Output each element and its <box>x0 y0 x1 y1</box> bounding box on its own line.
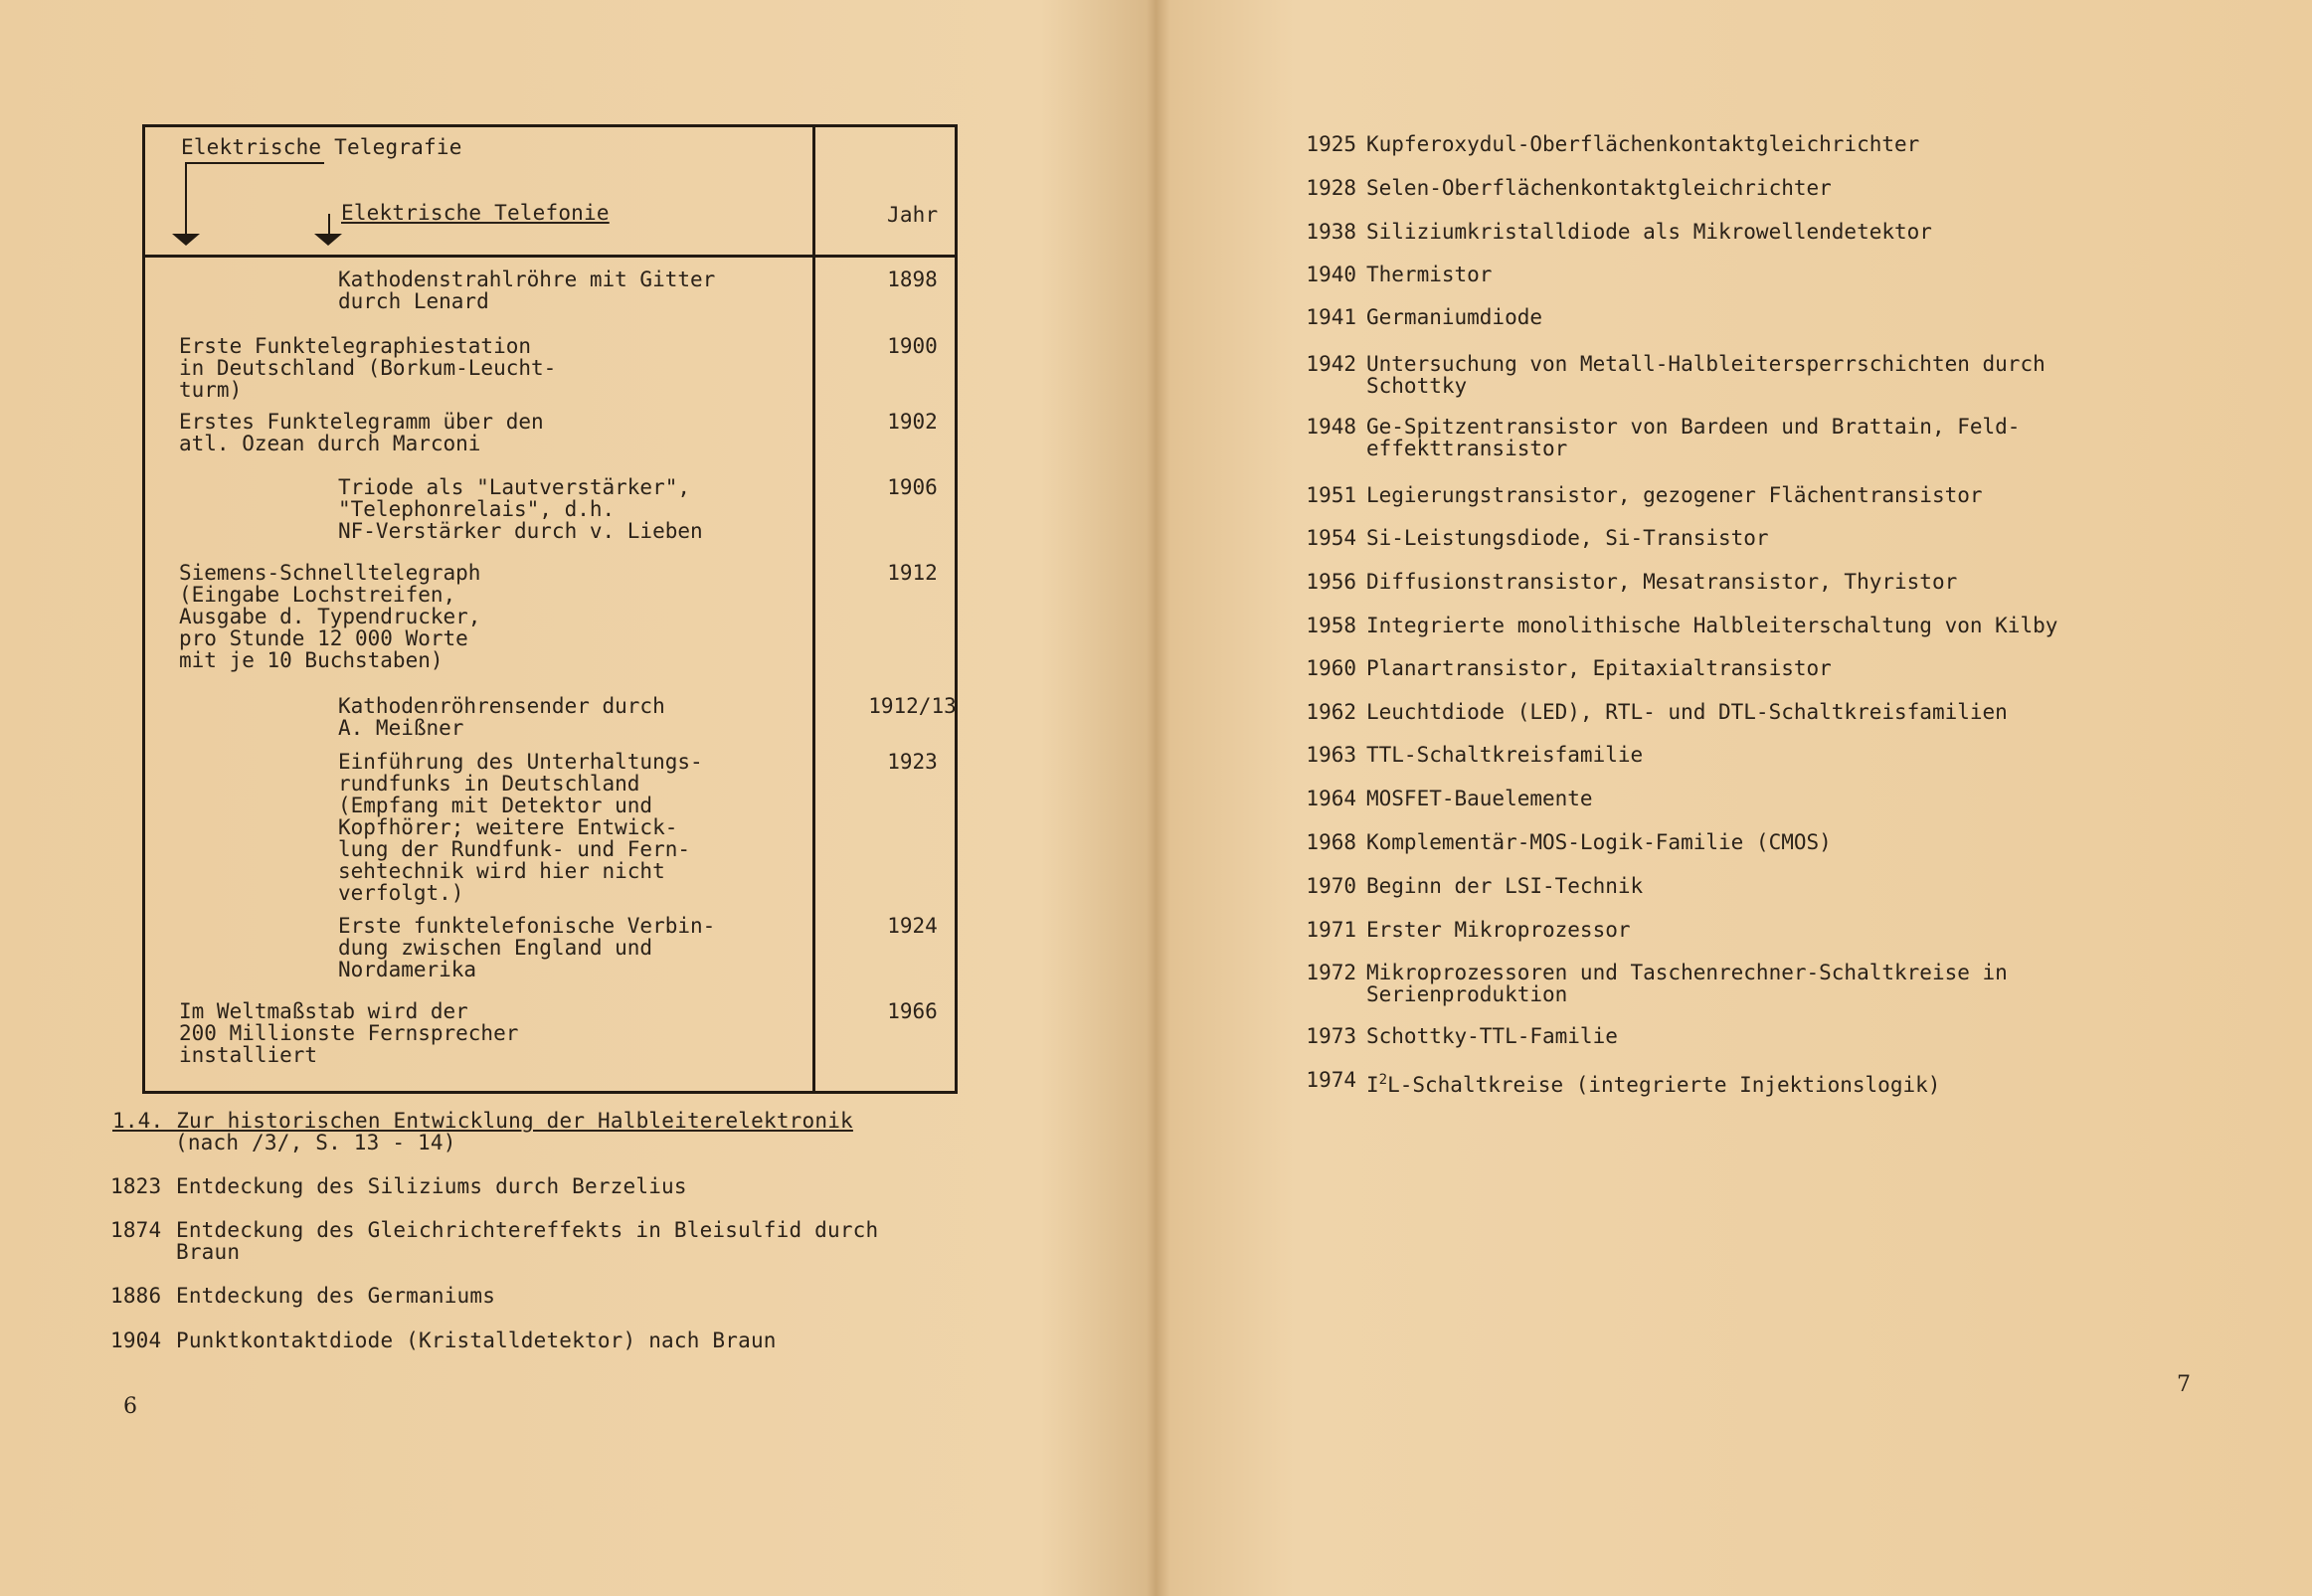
timeline-event: Punktkontaktdiode (Kristalldetektor) nach Braun <box>176 1329 777 1352</box>
header-jahr: Jahr <box>887 203 939 227</box>
timeline-event: Leuchtdiode (LED), RTL- und DTL-Schaltkreisfamilien <box>1366 700 2008 724</box>
timeline-event <box>1366 1069 1940 1096</box>
telefonie-arrow-stem <box>328 214 330 236</box>
timeline-year: 1964 <box>1306 787 1356 810</box>
section-heading: 1.4. Zur historischen Entwicklung der Halbleiterelektronik <box>112 1109 853 1133</box>
timeline-year: 1970 <box>1306 874 1356 898</box>
table-row-text: Siemens-Schnelltelegraph (Eingabe Lochstreifen, Ausgabe d. Typendrucker, pro Stunde 12 000 Worte mit je 10 Buchstaben) <box>179 561 481 672</box>
timeline-year: 1974 <box>1306 1068 1356 1092</box>
table-row-text: Kathodenstrahlröhre mit Gitter durch Lenard <box>338 267 716 313</box>
page-number-right: 7 <box>2177 1372 2191 1397</box>
table-row-text: Einführung des Unterhaltungs- rundfunks in Deutschland (Empfang mit Detektor und Kopfhörer; weitere Entwick- lung der Rundfunk- und Fern- sehtechnik wird hier nicht verfolgt.) <box>338 750 703 905</box>
table-row-year: 1900 <box>887 334 938 358</box>
timeline-event: Erster Mikroprozessor <box>1366 918 1631 942</box>
timeline-year: 1928 <box>1306 176 1356 200</box>
timeline-event: Thermistor <box>1366 263 1493 286</box>
timeline-event: Untersuchung von Metall-Halbleitersperrschichten durch Schottky <box>1366 352 2045 398</box>
timeline-year: 1972 <box>1306 961 1356 984</box>
table-row-year: 1898 <box>887 267 938 291</box>
table-row-year: 1902 <box>887 410 938 434</box>
table-row-year: 1923 <box>887 750 938 774</box>
telegrafie-bracket <box>185 162 187 234</box>
page-number-left: 6 <box>123 1394 137 1419</box>
timeline-year: 1823 <box>110 1174 162 1198</box>
timeline-year: 1940 <box>1306 263 1356 286</box>
timeline-event: Germaniumdiode <box>1366 305 1543 329</box>
timeline-year: 1874 <box>110 1218 162 1242</box>
timeline-event: Entdeckung des Germaniums <box>176 1284 496 1308</box>
timeline-year: 1951 <box>1306 483 1356 507</box>
timeline-year: 1925 <box>1306 132 1356 156</box>
timeline-event: Legierungstransistor, gezogener Flächentransistor <box>1366 483 1983 507</box>
timeline-year: 1904 <box>110 1329 162 1352</box>
timeline-event: Kupferoxydul-Oberflächenkontaktgleichrichter <box>1366 132 1920 156</box>
timeline-event: Mikroprozessoren und Taschenrechner-Schaltkreise in Serienproduktion <box>1366 961 2008 1006</box>
table-row-year: 1924 <box>887 914 938 938</box>
header-telefonie: Elektrische Telefonie <box>341 201 610 225</box>
arrow-down-icon <box>172 234 200 246</box>
timeline-year: 1960 <box>1306 656 1356 680</box>
table-row-year: 1912 <box>887 561 938 585</box>
timeline-year: 1886 <box>110 1284 162 1308</box>
timeline-event: Si-Leistungsdiode, Si-Transistor <box>1366 526 1769 550</box>
timeline-event-prefix: I <box>1366 1073 1379 1097</box>
timeline-event: Beginn der LSI-Technik <box>1366 874 1644 898</box>
timeline-event: Entdeckung des Siliziums durch Berzelius <box>176 1174 687 1198</box>
timeline-event: Integrierte monolithische Halbleiterschaltung von Kilby <box>1366 614 2058 637</box>
table-row-text: Im Weltmaßstab wird der 200 Millionste Fernsprecher installiert <box>179 999 519 1067</box>
telegrafie-bracket-top <box>185 162 324 164</box>
table-row-year: 1906 <box>887 475 938 499</box>
table-row-year: 1912/13 <box>868 694 957 718</box>
timeline-year: 1963 <box>1306 743 1356 767</box>
timeline-event-superscript: 2 <box>1378 1072 1388 1088</box>
table-row-text: Kathodenröhrensender durch A. Meißner <box>338 694 665 740</box>
timeline-year: 1968 <box>1306 830 1356 854</box>
table-header-divider <box>142 255 958 258</box>
timeline-event: Schottky-TTL-Familie <box>1366 1024 1618 1048</box>
timeline-event: Komplementär-MOS-Logik-Familie (CMOS) <box>1366 830 1832 854</box>
section-source: (nach /3/, S. 13 - 14) <box>175 1131 456 1154</box>
timeline-event: MOSFET-Bauelemente <box>1366 787 1593 810</box>
timeline-event: Planartransistor, Epitaxialtransistor <box>1366 656 1832 680</box>
timeline-year: 1948 <box>1306 415 1356 439</box>
timeline-event: TTL-Schaltkreisfamilie <box>1366 743 1644 767</box>
timeline-year: 1962 <box>1306 700 1356 724</box>
timeline-event: Siliziumkristalldiode als Mikrowellendetektor <box>1366 220 1932 244</box>
timeline-event: Selen-Oberflächenkontaktgleichrichter <box>1366 176 1832 200</box>
timeline-year: 1956 <box>1306 570 1356 594</box>
timeline-year: 1942 <box>1306 352 1356 376</box>
timeline-event: Entdeckung des Gleichrichtereffekts in Bleisulfid durch Braun <box>176 1218 879 1264</box>
table-column-divider <box>812 124 815 1094</box>
header-telegrafie: Elektrische Telegrafie <box>181 135 462 159</box>
timeline-year: 1938 <box>1306 220 1356 244</box>
timeline-year: 1954 <box>1306 526 1356 550</box>
table-row-year: 1966 <box>887 999 938 1023</box>
left-page <box>0 0 1154 1596</box>
timeline-event-rest: L-Schaltkreise (integrierte Injektionslogik) <box>1387 1073 1941 1097</box>
table-row-text: Erste Funktelegraphiestation in Deutschland (Borkum-Leucht- turm) <box>179 334 557 402</box>
table-row-text: Triode als "Lautverstärker", "Telephonrelais", d.h. NF-Verstärker durch v. Lieben <box>338 475 703 543</box>
timeline-year: 1941 <box>1306 305 1356 329</box>
timeline-year: 1958 <box>1306 614 1356 637</box>
table-row-text: Erste funktelefonische Verbin- dung zwischen England und Nordamerika <box>338 914 716 981</box>
timeline-event: Diffusionstransistor, Mesatransistor, Thyristor <box>1366 570 1958 594</box>
timeline-year: 1971 <box>1306 918 1356 942</box>
timeline-year: 1973 <box>1306 1024 1356 1048</box>
table-row-text: Erstes Funktelegramm über den atl. Ozean durch Marconi <box>179 410 544 455</box>
timeline-event: Ge-Spitzentransistor von Bardeen und Brattain, Feld- effekttransistor <box>1366 415 2021 460</box>
